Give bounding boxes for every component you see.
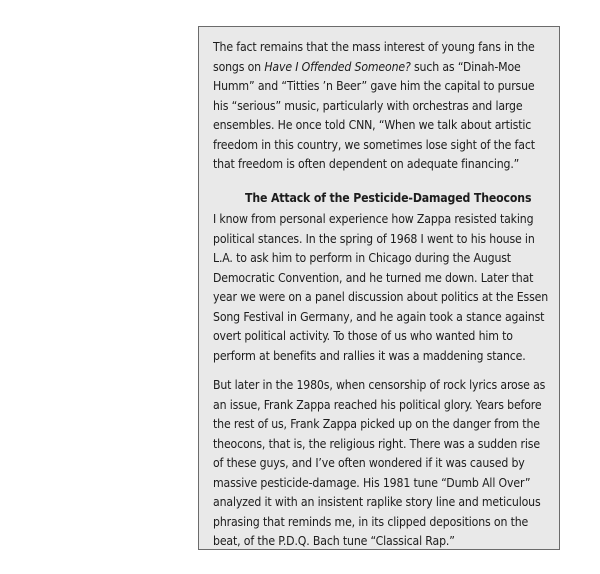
section-heading: The Attack of the Pesticide-Damaged Theocons [245,191,532,205]
body-paragraph-3: But later in the 1980s, when censorship of rock lyrics arose as an issue, Frank Zappa reached his political glory. Years before the rest of us, Frank Zappa picked up on the danger from the theocons, that is, the religious right. There was a sudden rise of these guys, and I’ve often wondered if it was caused by massive pesticide-damage. His 1981 tune “Dumb All Over” analyzed it with an insistent raplike story line and meticulous phrasing that reminds me, in its clipped depositions on the beat, of the P.D.Q. Bach tune “Classical Rap.” [213,378,546,548]
intro-text-start: The fact remains that the mass interest of young fans in the songs on [213,40,535,74]
album-title: Have I Offended Someone? [264,59,411,74]
sidebar-text-box [198,26,560,550]
intro-paragraph [213,38,553,175]
body-paragraph-2: I know from personal experience how Zappa resisted taking political stances. In the spring of 1968 I went to his house in L.A. to ask him to perform in Chicago during the August Democratic Convention, and he turned me down. Later that year we were on a panel discussion about politics at the Essen Song Festival in Germany, and he again took a stance against overt political activity. To those of us who wanted him to perform at benefits and rallies it was a maddening stance. [213,212,549,363]
intro-text-end: such as “Dinah-Moe Humm” and “Titties ’n Beer” gave him the capital to pursue his “serious” music, particularly with orchestras and large ensembles. He once told CNN, “When we talk about artistic freedom in this country, we sometimes lose sight of the fact that freedom is often dependent on adequate financing.” [213,59,535,171]
